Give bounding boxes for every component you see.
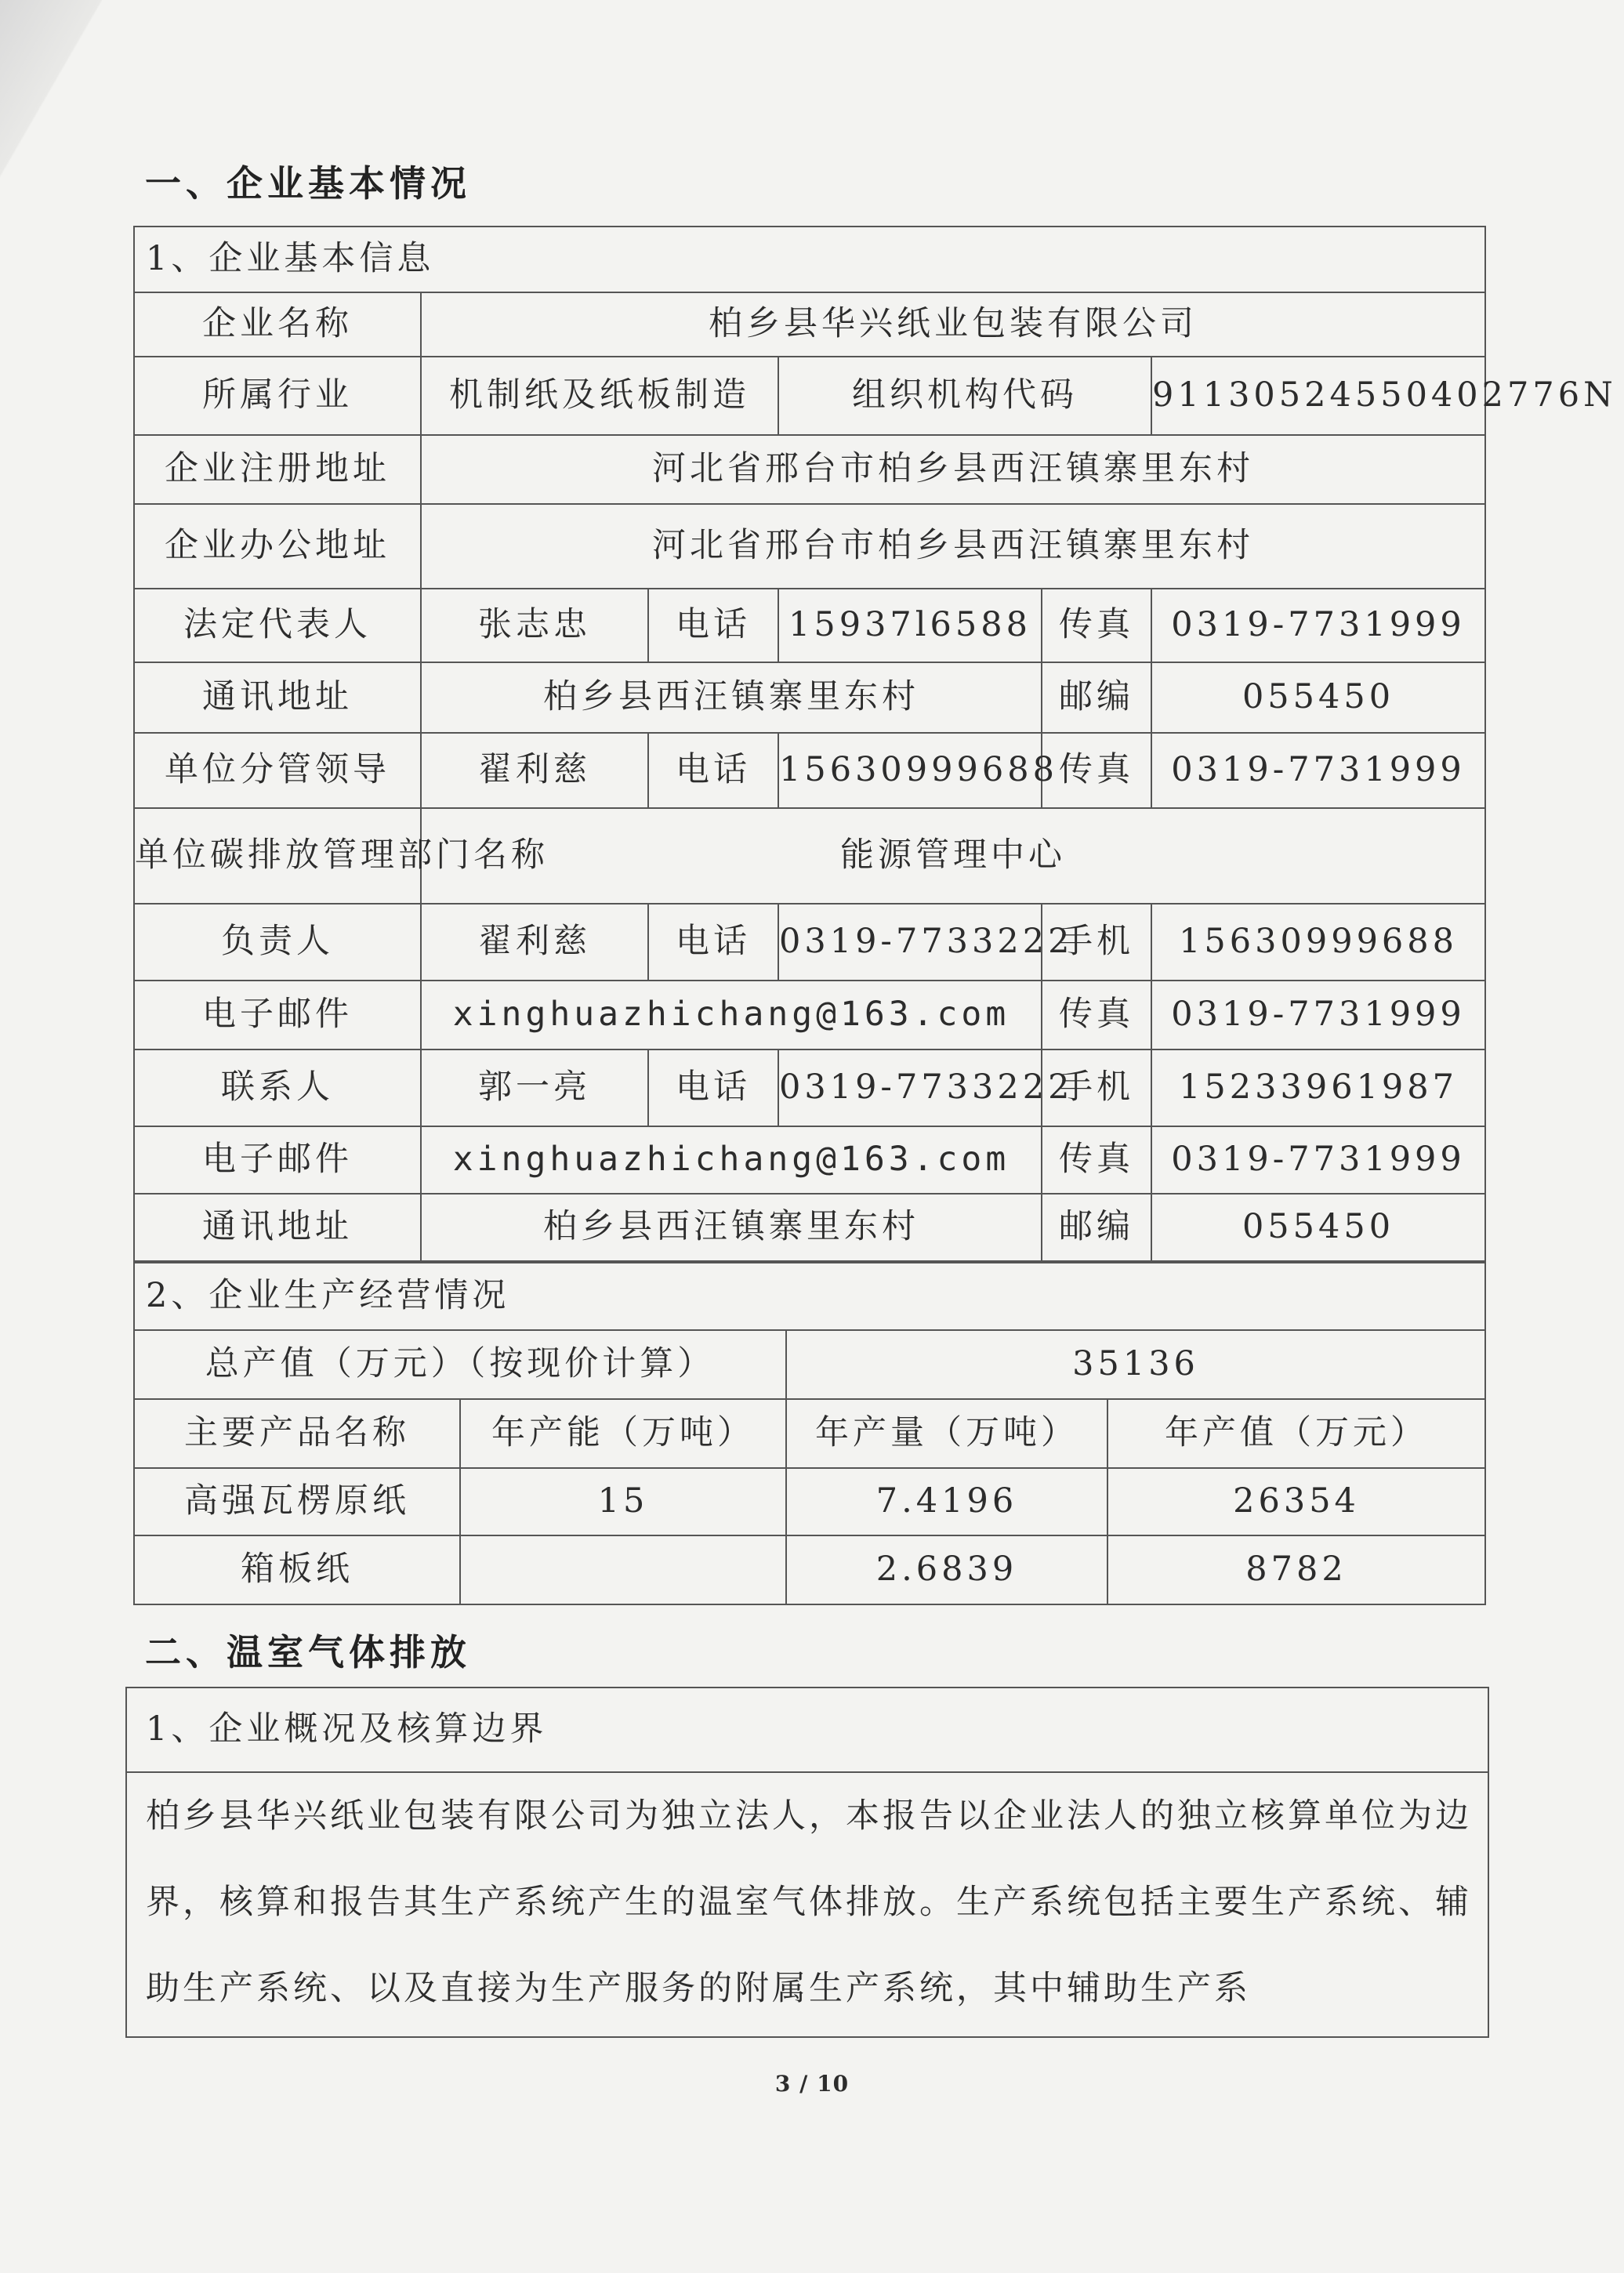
basic-info-table: [133, 226, 1617, 1262]
value-email-fax: 0319-7731999: [1151, 981, 1485, 1049]
cell-value: 26354: [1107, 1468, 1485, 1535]
boundary-box: [125, 1687, 1489, 2038]
label-fax: 传真: [1042, 1126, 1151, 1194]
label-fax: 传真: [1042, 981, 1151, 1049]
page-number: 3 / 10: [774, 2071, 850, 2097]
subheading-production: 2、企业生产经营情况: [134, 1263, 1485, 1330]
value-total-output: 35136: [786, 1330, 1485, 1399]
value-head: 翟利慈: [421, 904, 648, 981]
value-postcode: 055450: [1151, 1194, 1485, 1261]
value-email: xinghuazhichang@163.com: [421, 981, 1042, 1049]
value-email-fax: 0319-7731999: [1151, 1126, 1485, 1194]
label-office-address: 企业办公地址: [134, 504, 421, 589]
section-heading-basic: 一、企业基本情况: [145, 162, 471, 205]
value-org-code: 91130524550402776N: [1151, 357, 1485, 435]
label-phone: 电话: [648, 1049, 778, 1126]
cell-product-name: 箱板纸: [134, 1535, 460, 1604]
cell-product-name: 高强瓦楞原纸: [134, 1468, 460, 1535]
cell-value: 8782: [1107, 1535, 1485, 1604]
cell-capacity: [460, 1535, 786, 1604]
header-annual-output: 年产量（万吨）: [786, 1399, 1107, 1468]
label-carbon-dept: 单位碳排放管理部门名称: [134, 808, 421, 904]
label-reg-address: 企业注册地址: [134, 435, 421, 504]
subheading-boundary: 1、企业概况及核算边界: [127, 1688, 1488, 1773]
label-mail-address: 通讯地址: [134, 1194, 421, 1261]
label-email: 电子邮件: [134, 981, 421, 1049]
value-mail-address: 柏乡县西汪镇寨里东村: [421, 1194, 1042, 1261]
label-contact: 联系人: [134, 1049, 421, 1126]
subheading-basic-info: 1、企业基本信息: [134, 227, 1485, 292]
table-row: [134, 1535, 1485, 1604]
page-fold-shadow: [0, 0, 102, 212]
label-industry: 所属行业: [134, 357, 421, 435]
value-legal-rep: 张志忠: [421, 589, 648, 662]
value-postcode: 055450: [1151, 662, 1485, 733]
label-phone: 电话: [648, 904, 778, 981]
value-leader: 翟利慈: [421, 733, 648, 808]
value-industry: 机制纸及纸板制造: [421, 357, 778, 435]
value-contact-mobile: 15233961987: [1151, 1049, 1485, 1126]
value-office-address: 河北省邢台市柏乡县西汪镇寨里东村: [421, 504, 1485, 589]
label-fax: 传真: [1042, 733, 1151, 808]
table-row: [134, 1468, 1485, 1535]
cell-output: 2.6839: [786, 1535, 1107, 1604]
label-company-name: 企业名称: [134, 292, 421, 357]
header-annual-capacity: 年产能（万吨）: [460, 1399, 786, 1468]
label-email: 电子邮件: [134, 1126, 421, 1194]
label-org-code: 组织机构代码: [778, 357, 1151, 435]
cell-output: 7.4196: [786, 1468, 1107, 1535]
section-heading-ghg: 二、温室气体排放: [145, 1631, 471, 1673]
value-reg-address: 河北省邢台市柏乡县西汪镇寨里东村: [421, 435, 1485, 504]
value-legal-rep-phone: 15937l6588: [778, 589, 1042, 662]
value-mail-address: 柏乡县西汪镇寨里东村: [421, 662, 1042, 733]
value-contact-phone: 0319-7733222: [778, 1049, 1042, 1126]
label-mobile: 手机: [1042, 1049, 1151, 1126]
value-company-name: 柏乡县华兴纸业包装有限公司: [421, 292, 1485, 357]
label-total-output: 总产值（万元）（按现价计算）: [134, 1330, 786, 1399]
label-postcode: 邮编: [1042, 1194, 1151, 1261]
cell-capacity: 15: [460, 1468, 786, 1535]
label-phone: 电话: [648, 733, 778, 808]
label-phone: 电话: [648, 589, 778, 662]
header-annual-value: 年产值（万元）: [1107, 1399, 1485, 1468]
value-head-mobile: 15630999688: [1151, 904, 1485, 981]
label-legal-rep: 法定代表人: [134, 589, 421, 662]
label-leader: 单位分管领导: [134, 733, 421, 808]
label-mail-address: 通讯地址: [134, 662, 421, 733]
label-postcode: 邮编: [1042, 662, 1151, 733]
value-leader-fax: 0319-7731999: [1151, 733, 1485, 808]
boundary-paragraph: 柏乡县华兴纸业包装有限公司为独立法人，本报告以企业法人的独立核算单位为边界，核算和报告其生产系统产生的温室气体排放。生产系统包括主要生产系统、辅助生产系统、以及直接为生产服务的附属生产系统，其中辅助生产系: [146, 1796, 1472, 2008]
value-contact: 郭一亮: [421, 1049, 648, 1126]
label-head: 负责人: [134, 904, 421, 981]
value-head-phone: 0319-7733222: [778, 904, 1042, 981]
value-legal-rep-fax: 0319-7731999: [1151, 589, 1485, 662]
value-email: xinghuazhichang@163.com: [421, 1126, 1042, 1194]
label-mobile: 手机: [1042, 904, 1151, 981]
header-product-name: 主要产品名称: [134, 1399, 460, 1468]
label-fax: 传真: [1042, 589, 1151, 662]
value-leader-phone: 15630999688: [778, 733, 1042, 808]
production-table: [133, 1262, 1486, 1605]
value-carbon-dept: 能源管理中心: [421, 808, 1485, 904]
